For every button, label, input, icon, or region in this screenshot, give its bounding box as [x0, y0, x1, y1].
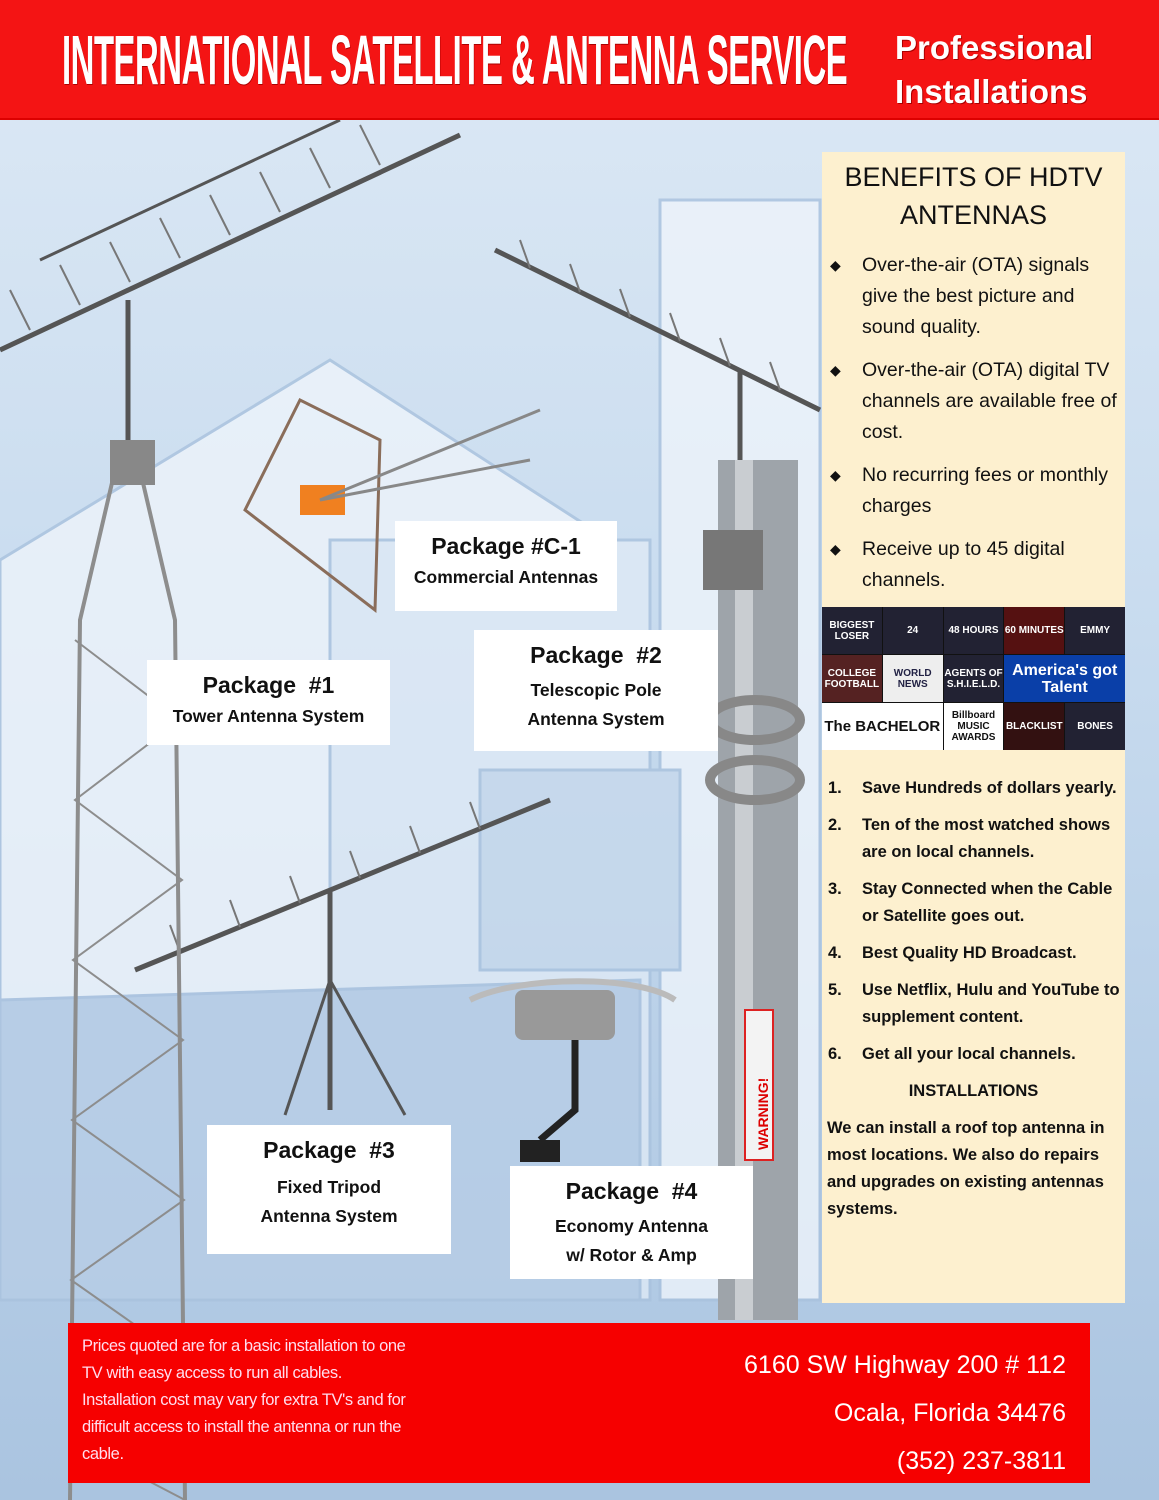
benefit-item: [822, 250, 1125, 343]
package-desc: Economy Antenna: [555, 1216, 708, 1236]
package-1-card: [147, 660, 390, 745]
show-logo: BONES: [1065, 703, 1125, 750]
show-logo: AGENTS OF S.H.I.E.L.D.: [944, 655, 1004, 702]
diamond-bullet-icon: ◆: [830, 362, 841, 378]
benefit-text: No recurring fees or monthly charges: [862, 464, 1109, 517]
reason-item: [822, 775, 1125, 802]
benefit-item: [822, 534, 1125, 596]
address-line2: Ocala, Florida 34476: [833, 1399, 1066, 1427]
package-desc: Antenna System: [527, 709, 665, 729]
reason-text: Best Quality HD Broadcast.: [862, 944, 1077, 962]
reason-number: 2.: [828, 816, 842, 834]
tagline-line1: Professional: [895, 29, 1094, 66]
reasons-list: [822, 775, 1125, 1223]
diamond-bullet-icon: ◆: [830, 467, 841, 483]
show-logo: America's got Talent: [1004, 655, 1125, 702]
contact-info: [744, 1341, 1066, 1485]
phone-number[interactable]: (352) 237-3811: [896, 1447, 1066, 1475]
tagline-line2: Installations: [895, 73, 1088, 110]
reason-number: 5.: [828, 981, 842, 999]
benefit-item: [822, 355, 1125, 448]
package-title: Package #1: [202, 672, 335, 698]
reason-text: Stay Connected when the Cable or Satellite goes out.: [862, 880, 1113, 925]
reason-number: 4.: [828, 944, 842, 962]
package-desc: Fixed Tripod: [276, 1177, 382, 1197]
diamond-bullet-icon: ◆: [830, 257, 841, 273]
benefits-title-line2: ANTENNAS: [899, 200, 1048, 230]
reason-item: [822, 1041, 1125, 1068]
reason-item: [822, 812, 1125, 866]
benefit-text: Receive up to 45 digital channels.: [862, 538, 1065, 591]
show-logo: 48 HOURS: [944, 607, 1004, 654]
reason-item: [822, 940, 1125, 967]
show-logo: WORLD NEWS: [883, 655, 943, 702]
show-logo: The BACHELOR: [822, 703, 943, 750]
installations-title: INSTALLATIONS: [908, 1082, 1039, 1100]
footer-banner: [68, 1323, 1090, 1483]
benefits-title-line1: BENEFITS OF HDTV: [844, 162, 1103, 192]
package-desc: Antenna System: [260, 1206, 398, 1226]
benefits-title: [822, 158, 1125, 234]
package-desc: w/ Rotor & Amp: [566, 1245, 697, 1265]
show-logo: EMMY: [1065, 607, 1125, 654]
reason-number: 3.: [828, 880, 842, 898]
package-2-card: [474, 630, 718, 751]
reason-item: [822, 876, 1125, 930]
installations-text: We can install a roof top antenna in most locations. We also do repairs and upgrades on existing antennas systems.: [827, 1119, 1105, 1218]
tagline: [895, 26, 1093, 114]
benefit-text: Over-the-air (OTA) signals give the best picture and sound quality.: [862, 254, 1090, 338]
reason-text: Ten of the most watched shows are on local channels.: [862, 816, 1111, 861]
show-logo: 24: [883, 607, 943, 654]
package-c1-card: [395, 521, 617, 611]
package-title: Package #2: [530, 642, 662, 668]
reason-number: 6.: [828, 1045, 842, 1063]
show-logo: BIGGEST LOSER: [822, 607, 882, 654]
package-desc: Commercial Antennas: [413, 567, 599, 587]
package-desc: Telescopic Pole: [530, 680, 662, 700]
package-title: Package #C-1: [431, 533, 581, 559]
reason-text: Use Netflix, Hulu and YouTube to supplement content.: [862, 981, 1120, 1026]
package-3-card: [207, 1125, 451, 1254]
benefit-item: [822, 460, 1125, 522]
reason-item: [822, 977, 1125, 1031]
show-logo: BLACKLIST: [1004, 703, 1064, 750]
warning-label: WARNING!: [755, 1077, 771, 1150]
pricing-disclaimer: Prices quoted are for a basic installation to one TV with easy access to run all cables. Installation cost may vary for extra TV's and for difficult access to install the antenna or run the cable.: [82, 1337, 406, 1463]
show-logo: Billboard MUSIC AWARDS: [944, 703, 1004, 750]
company-title: INTERNATIONAL SATELLITE & ANTENNA SERVICE: [62, 21, 848, 99]
diamond-bullet-icon: ◆: [830, 541, 841, 557]
package-title: Package #4: [565, 1178, 698, 1204]
reason-number: 1.: [828, 779, 842, 797]
package-4-card: [510, 1166, 753, 1279]
header-banner: [0, 0, 1159, 120]
reason-text: Get all your local channels.: [862, 1045, 1076, 1063]
benefits-list: [822, 250, 1125, 608]
package-desc: Tower Antenna System: [172, 706, 365, 726]
tv-shows-collage: [822, 607, 1125, 750]
reason-text: Save Hundreds of dollars yearly.: [862, 779, 1117, 797]
show-logo: 60 MINUTES: [1004, 607, 1064, 654]
package-title: Package #3: [263, 1137, 395, 1163]
address-line1: 6160 SW Highway 200 # 112: [744, 1351, 1066, 1379]
show-logo: COLLEGE FOOTBALL: [822, 655, 882, 702]
benefit-text: Over-the-air (OTA) digital TV channels are available free of cost.: [862, 359, 1117, 443]
